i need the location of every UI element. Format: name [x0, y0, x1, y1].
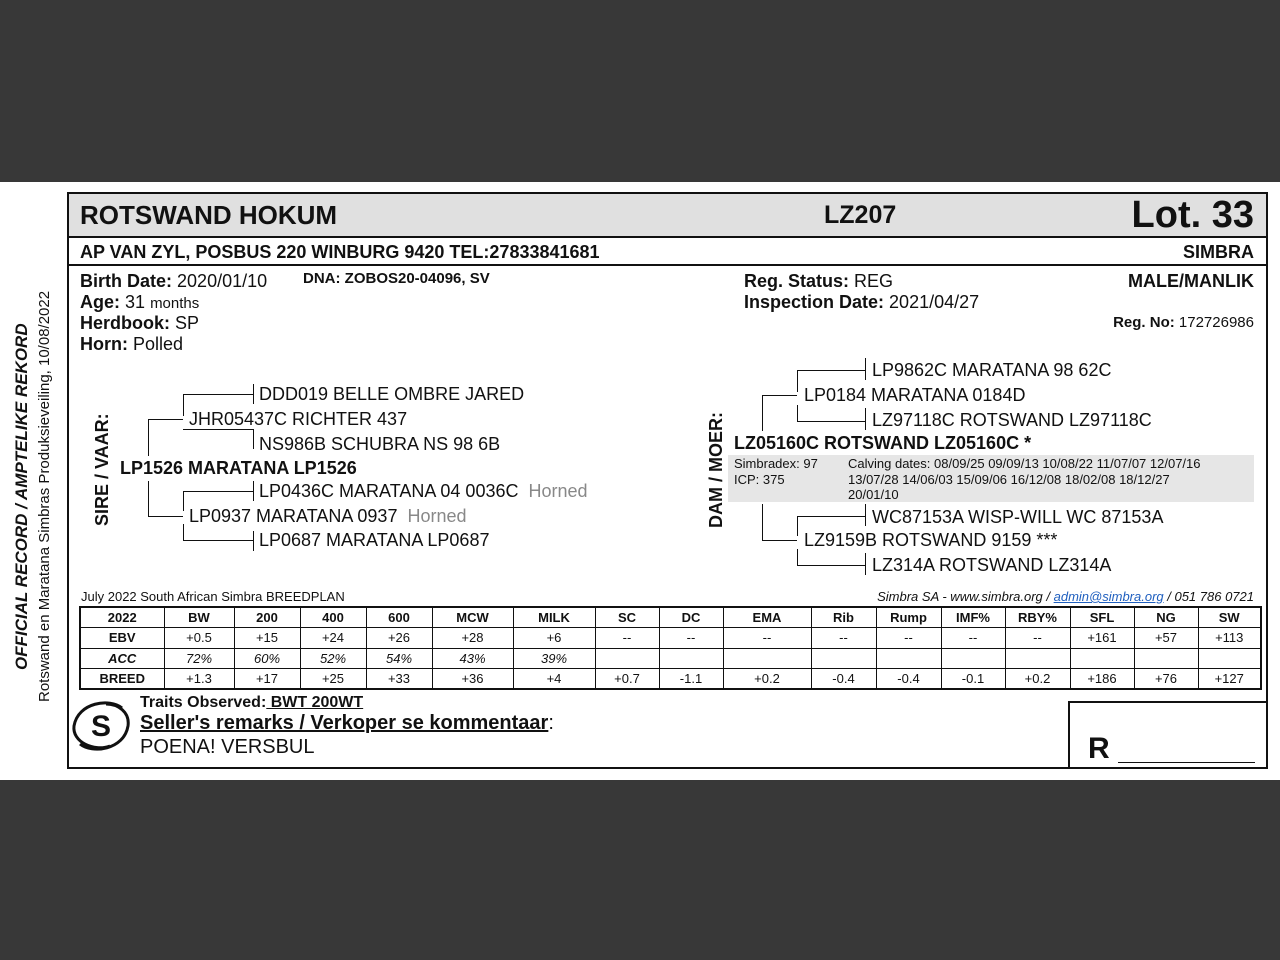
table-cell: +0.5: [164, 628, 234, 649]
table-cell: ACC: [80, 648, 164, 669]
dam-tree-line: [762, 395, 763, 431]
table-cell: +127: [1198, 669, 1261, 690]
table-cell: BW: [164, 607, 234, 628]
table-cell: +0.7: [595, 669, 659, 690]
table-cell: +4: [513, 669, 595, 690]
sire-tree-line: [148, 481, 149, 516]
email-link[interactable]: admin@simbra.org: [1053, 589, 1164, 604]
sire-tree-line: [183, 491, 184, 511]
dam-tree-line: [865, 408, 866, 430]
sire-tree-line: [253, 429, 254, 449]
table-cell: SW: [1198, 607, 1261, 628]
seller-remarks-heading: Seller's remarks / Verkoper se kommentaar:: [140, 712, 554, 734]
table-cell: --: [876, 628, 941, 649]
calving-dates-1: Calving dates: 08/09/25 09/09/13 10/08/22 11/07/07 12/07/16: [848, 456, 1201, 471]
calving-dates-2: 13/07/28 14/06/03 15/09/06 16/12/08 18/02/08 18/12/27: [848, 472, 1170, 487]
table-cell: 39%: [513, 648, 595, 669]
seller-remarks-text: POENA! VERSBUL: [140, 736, 315, 758]
table-cell: 2022: [80, 607, 164, 628]
dam-tree-line: [797, 421, 865, 422]
table-cell: -1.1: [659, 669, 723, 690]
dam-tree-line: [797, 405, 798, 421]
table-cell: 52%: [300, 648, 366, 669]
table-cell: [1070, 648, 1134, 669]
breedplan-label: July 2022 South African Simbra BREEDPLAN: [81, 589, 345, 604]
sire-dam: LP0937 MARATANA 0937 Horned: [189, 506, 467, 526]
dam-label: DAM / MOER:: [706, 412, 726, 528]
table-cell: SFL: [1070, 607, 1134, 628]
dam-tree-line: [762, 504, 763, 540]
table-cell: +113: [1198, 628, 1261, 649]
table-cell: 72%: [164, 648, 234, 669]
dam-tree-line: [797, 516, 798, 536]
table-cell: Rib: [811, 607, 876, 628]
dam-sire-dam: LZ97118C ROTSWAND LZ97118C: [872, 410, 1152, 430]
table-cell: +25: [300, 669, 366, 690]
dam-tree-line: [865, 553, 866, 575]
owner-address: AP VAN ZYL, POSBUS 220 WINBURG 9420 TEL:27833841681: [80, 242, 600, 262]
table-cell: [876, 648, 941, 669]
sire-tree-line: [183, 429, 253, 430]
dam-dam: LZ9159B ROTSWAND 9159 ***: [804, 530, 1058, 550]
sire-sire-sire: DDD019 BELLE OMBRE JARED: [259, 384, 525, 404]
sire-tree-line: [183, 491, 253, 492]
table-cell: +0.2: [1005, 669, 1070, 690]
reg-number: Reg. No: 172726986: [1113, 314, 1254, 331]
table-cell: +1.3: [164, 669, 234, 690]
table-cell: +28: [432, 628, 513, 649]
sire-tree-line: [183, 394, 184, 416]
table-cell: [941, 648, 1005, 669]
table-cell: IMF%: [941, 607, 1005, 628]
dam-tree-line: [797, 370, 865, 371]
table-cell: +57: [1134, 628, 1198, 649]
table-cell: -0.4: [811, 669, 876, 690]
sire-tree-line: [183, 524, 184, 540]
table-cell: 60%: [234, 648, 300, 669]
table-cell: +6: [513, 628, 595, 649]
dam-dam-sire: WC87153A WISP-WILL WC 87153A: [872, 507, 1164, 527]
table-cell: SC: [595, 607, 659, 628]
age: Age: 31 months: [80, 292, 200, 312]
table-row-acc: [80, 648, 1261, 669]
birth-date: Birth Date: 2020/01/10: [80, 271, 268, 291]
table-cell: +15: [234, 628, 300, 649]
table-cell: 43%: [432, 648, 513, 669]
table-cell: BREED: [80, 669, 164, 690]
sire-sire: JHR05437C RICHTER 437: [189, 409, 408, 429]
animal-reg-code: LZ207: [824, 201, 897, 229]
table-cell: +0.2: [723, 669, 811, 690]
reg-status: Reg. Status: REG: [744, 271, 894, 291]
table-cell: 400: [300, 607, 366, 628]
table-cell: --: [595, 628, 659, 649]
price-currency-label: R: [1088, 732, 1110, 765]
table-cell: [723, 648, 811, 669]
table-cell: EBV: [80, 628, 164, 649]
simbra-logo-icon: [70, 698, 132, 754]
table-cell: EMA: [723, 607, 811, 628]
table-cell: +26: [366, 628, 432, 649]
sire-tree-line: [183, 540, 253, 541]
sire-dam-sire: LP0436C MARATANA 04 0036C Horned: [259, 481, 588, 501]
inspection-date: Inspection Date: 2021/04/27: [744, 292, 980, 312]
price-line: [1118, 762, 1255, 763]
horn-status: Horn: Polled: [80, 334, 184, 354]
table-cell: [595, 648, 659, 669]
dam-sire-sire: LP9862C MARATANA 98 62C: [872, 360, 1112, 380]
simbradex: Simbradex: 97: [734, 456, 818, 471]
dam-sire: LP0184 MARATANA 0184D: [804, 385, 1026, 405]
table-cell: --: [941, 628, 1005, 649]
official-record-label: OFFICIAL RECORD / AMPTELIKE REKORD: [12, 323, 31, 670]
dam-tree-line: [865, 358, 866, 380]
table-cell: MILK: [513, 607, 595, 628]
table-cell: Rump: [876, 607, 941, 628]
table-cell: +33: [366, 669, 432, 690]
table-cell: [659, 648, 723, 669]
table-cell: +161: [1070, 628, 1134, 649]
ebv-table: [79, 606, 1262, 690]
dam-tree-line: [797, 549, 798, 565]
contact-info: Simbra SA - www.simbra.org / admin@simbra.org / 051 786 0721: [877, 589, 1254, 604]
table-cell: 600: [366, 607, 432, 628]
table-cell: NG: [1134, 607, 1198, 628]
table-cell: [1134, 648, 1198, 669]
table-cell: --: [659, 628, 723, 649]
table-header-row: [80, 607, 1261, 628]
table-cell: --: [811, 628, 876, 649]
table-cell: [1005, 648, 1070, 669]
table-cell: DC: [659, 607, 723, 628]
dam-tree-line: [797, 516, 865, 517]
table-cell: RBY%: [1005, 607, 1070, 628]
sire-tree-line: [148, 516, 183, 517]
sire-tree-line: [253, 384, 254, 404]
icp: ICP: 375: [734, 472, 785, 487]
sire-tree-line: [148, 419, 149, 456]
calving-dates-3: 20/01/10: [848, 487, 899, 502]
table-cell: +186: [1070, 669, 1134, 690]
svg-text:S: S: [90, 710, 112, 743]
dam-name: LZ05160C ROTSWAND LZ05160C *: [734, 433, 1032, 453]
dam-tree-line: [865, 504, 866, 526]
dam-tree-line: [797, 370, 798, 392]
table-cell: 54%: [366, 648, 432, 669]
table-cell: -0.1: [941, 669, 1005, 690]
sire-tree-line: [183, 394, 253, 395]
sire-label: SIRE / VAAR:: [92, 413, 112, 526]
sire-dam-dam: LP0687 MARATANA LP0687: [259, 530, 490, 550]
sale-name-label: Rotswand en Maratana Simbras Produksieveiling, 10/08/2022: [36, 290, 53, 702]
table-cell: [811, 648, 876, 669]
animal-name: ROTSWAND HOKUM: [80, 200, 338, 230]
dam-dam-dam: LZ314A ROTSWAND LZ314A: [872, 555, 1112, 575]
breed-name: SIMBRA: [1183, 242, 1254, 262]
table-cell: MCW: [432, 607, 513, 628]
table-cell: +76: [1134, 669, 1198, 690]
sire-name: LP1526 MARATANA LP1526: [120, 458, 357, 478]
dam-tree-line: [762, 540, 797, 541]
herdbook: Herdbook: SP: [80, 313, 200, 333]
sire-tree-line: [148, 419, 183, 420]
table-cell: --: [1005, 628, 1070, 649]
sire-tree-line: [253, 481, 254, 501]
table-cell: +17: [234, 669, 300, 690]
table-cell: [1198, 648, 1261, 669]
table-row-ebv: [80, 628, 1261, 649]
sire-sire-dam: NS986B SCHUBRA NS 98 6B: [259, 434, 501, 454]
table-cell: 200: [234, 607, 300, 628]
table-cell: --: [723, 628, 811, 649]
traits-observed: Traits Observed: BWT 200WT: [140, 694, 364, 711]
sire-tree-line: [253, 531, 254, 551]
sex: MALE/MANLIK: [1128, 271, 1254, 291]
dna-info: DNA: ZOBOS20-04096, SV: [303, 270, 490, 287]
lot-number: Lot. 33: [1131, 194, 1254, 236]
dam-tree-line: [797, 565, 865, 566]
dam-tree-line: [762, 395, 797, 396]
table-cell: -0.4: [876, 669, 941, 690]
table-cell: +36: [432, 669, 513, 690]
table-row-breed: [80, 669, 1261, 690]
table-cell: +24: [300, 628, 366, 649]
